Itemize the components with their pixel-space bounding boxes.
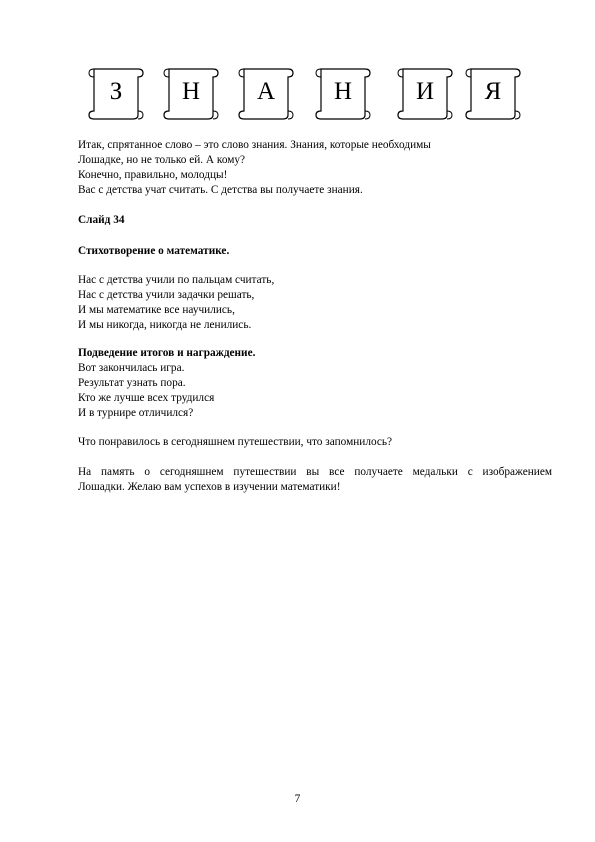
scroll-letter: Н	[181, 78, 201, 105]
scroll-letter: А	[256, 78, 276, 105]
closing-line-text: На память о сегодняшнем путешествии вы все получаете медальки с изображением	[78, 466, 552, 478]
summary-line: Результат узнать пора.	[78, 377, 186, 389]
scroll-card	[236, 63, 296, 121]
scroll-card	[395, 63, 455, 121]
closing-line	[78, 465, 552, 480]
slide-heading: Слайд 34	[78, 214, 125, 226]
summary-line: И в турнире отличился?	[78, 407, 194, 419]
poem-heading: Стихотворение о математике.	[78, 245, 230, 257]
intro-line: Лошадке, но не только ей. А кому?	[78, 154, 246, 166]
summary-line: Вот закончилась игра.	[78, 362, 185, 374]
scroll-letter: Я	[484, 78, 502, 105]
scroll-letter: И	[415, 78, 435, 105]
scroll-card	[463, 63, 523, 121]
intro-line: Конечно, правильно, молодцы!	[78, 169, 228, 181]
intro-line: Вас с детства учат считать. С детства вы получаете знания.	[78, 184, 363, 196]
poem-line: Нас с детства учили по пальцам считать,	[78, 274, 275, 286]
summary-line: Кто же лучше всех трудился	[78, 392, 215, 404]
closing-line: Лошадки. Желаю вам успехов в изучении математики!	[78, 481, 341, 493]
scroll-card	[313, 63, 373, 121]
scroll-letter: Н	[333, 78, 353, 105]
page-number: 7	[294, 793, 301, 805]
summary-heading: Подведение итогов и награждение.	[78, 347, 256, 359]
scroll-card	[161, 63, 221, 121]
closing-paragraph	[78, 465, 552, 495]
intro-line: Итак, спрятанное слово – это слово знания. Знания, которые необходимы	[78, 139, 431, 151]
intro-paragraph	[78, 138, 552, 198]
word-scrolls	[0, 0, 595, 130]
scroll-card	[86, 63, 146, 121]
scroll-letter: З	[109, 78, 123, 105]
poem-line: И мы никогда, никогда не ленились.	[78, 319, 252, 331]
question-paragraph: Что понравилось в сегодняшнем путешествии, что запомнилось?	[78, 436, 393, 448]
poem-line: Нас с детства учили задачки решать,	[78, 289, 255, 301]
poem-line: И мы математике все научились,	[78, 304, 235, 316]
summary-section	[78, 346, 552, 421]
poem	[78, 273, 552, 333]
